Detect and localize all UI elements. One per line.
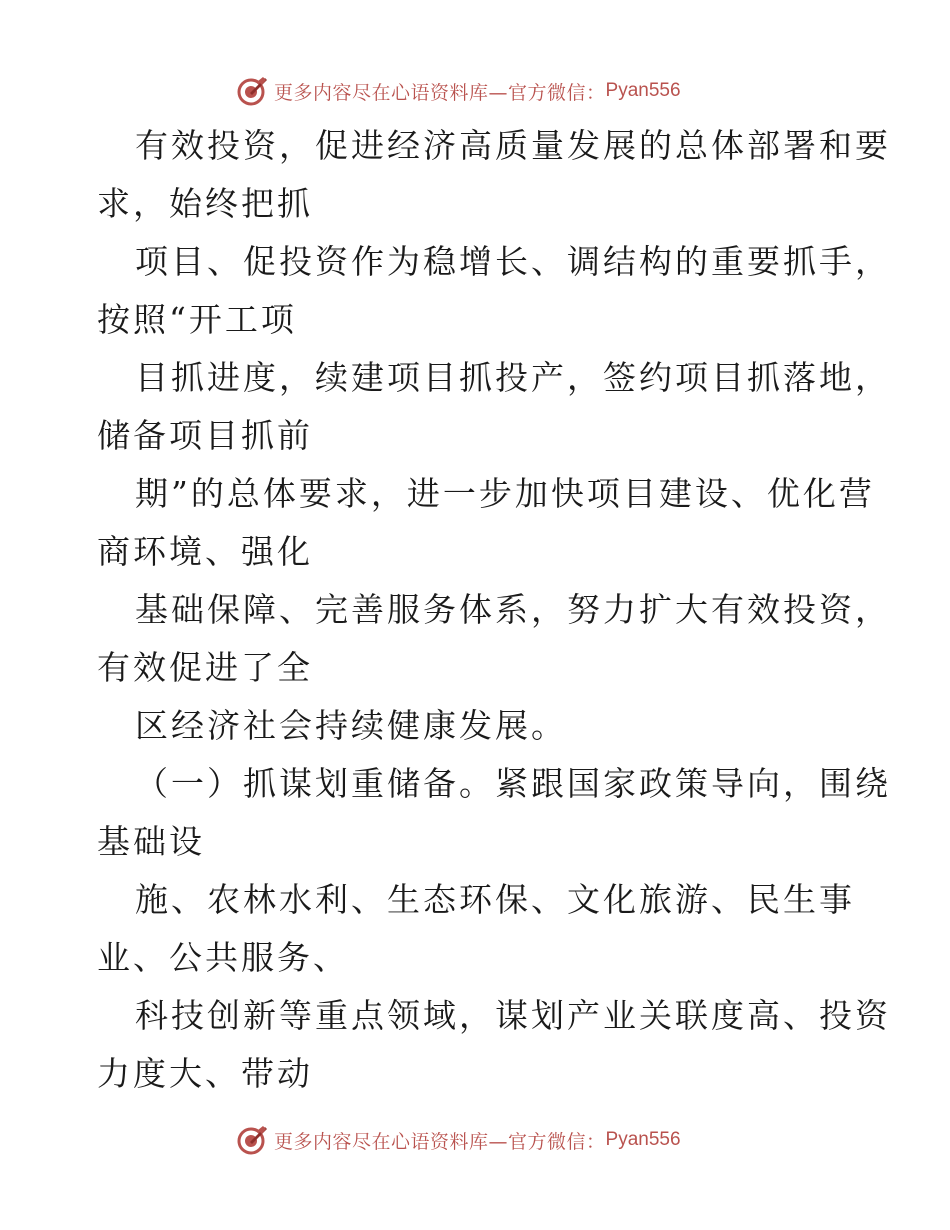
text-line: 求，始终把抓 <box>97 184 313 223</box>
text-line: 业、公共服务、 <box>97 938 349 977</box>
text-line: （一）抓谋划重储备。紧跟国家政策导向，围绕 <box>135 764 891 803</box>
text-line: 按照“开工项 <box>97 300 297 339</box>
text-line: 储备项目抓前 <box>97 416 313 455</box>
text-line: 有效投资，促进经济高质量发展的总体部署和要 <box>135 126 891 165</box>
text-line: 科技创新等重点领域，谋划产业关联度高、投资 <box>135 996 891 1035</box>
text-line: 目抓进度，续建项目抓投产，签约项目抓落地， <box>135 358 891 397</box>
text-line: 商环境、强化 <box>97 532 313 571</box>
text-line: 基础保障、完善服务体系，努力扩大有效投资， <box>135 590 891 629</box>
text-line: 有效促进了全 <box>97 648 313 687</box>
text-line: 项目、促投资作为稳增长、调结构的重要抓手， <box>135 242 891 281</box>
header-watermark <box>236 73 681 109</box>
text-line: 期”的总体要求，进一步加快项目建设、优化营 <box>135 474 875 513</box>
watermark-text: 更多内容尽在心语资料库—官方微信： <box>274 1130 606 1153</box>
watermark-text: 更多内容尽在心语资料库—官方微信： <box>274 81 606 104</box>
text-line: 基础设 <box>97 822 205 861</box>
text-line: 区经济社会持续健康发展。 <box>135 706 567 745</box>
text-line: 施、农林水利、生态环保、文化旅游、民生事 <box>135 880 855 919</box>
quill-seal-icon <box>236 1124 268 1156</box>
watermark-wechat-id: Pyan556 <box>605 80 681 101</box>
watermark-wechat-id: Pyan556 <box>605 1129 681 1150</box>
footer-watermark <box>236 1122 681 1158</box>
quill-seal-icon <box>236 75 268 107</box>
text-line: 力度大、带动 <box>97 1054 313 1093</box>
